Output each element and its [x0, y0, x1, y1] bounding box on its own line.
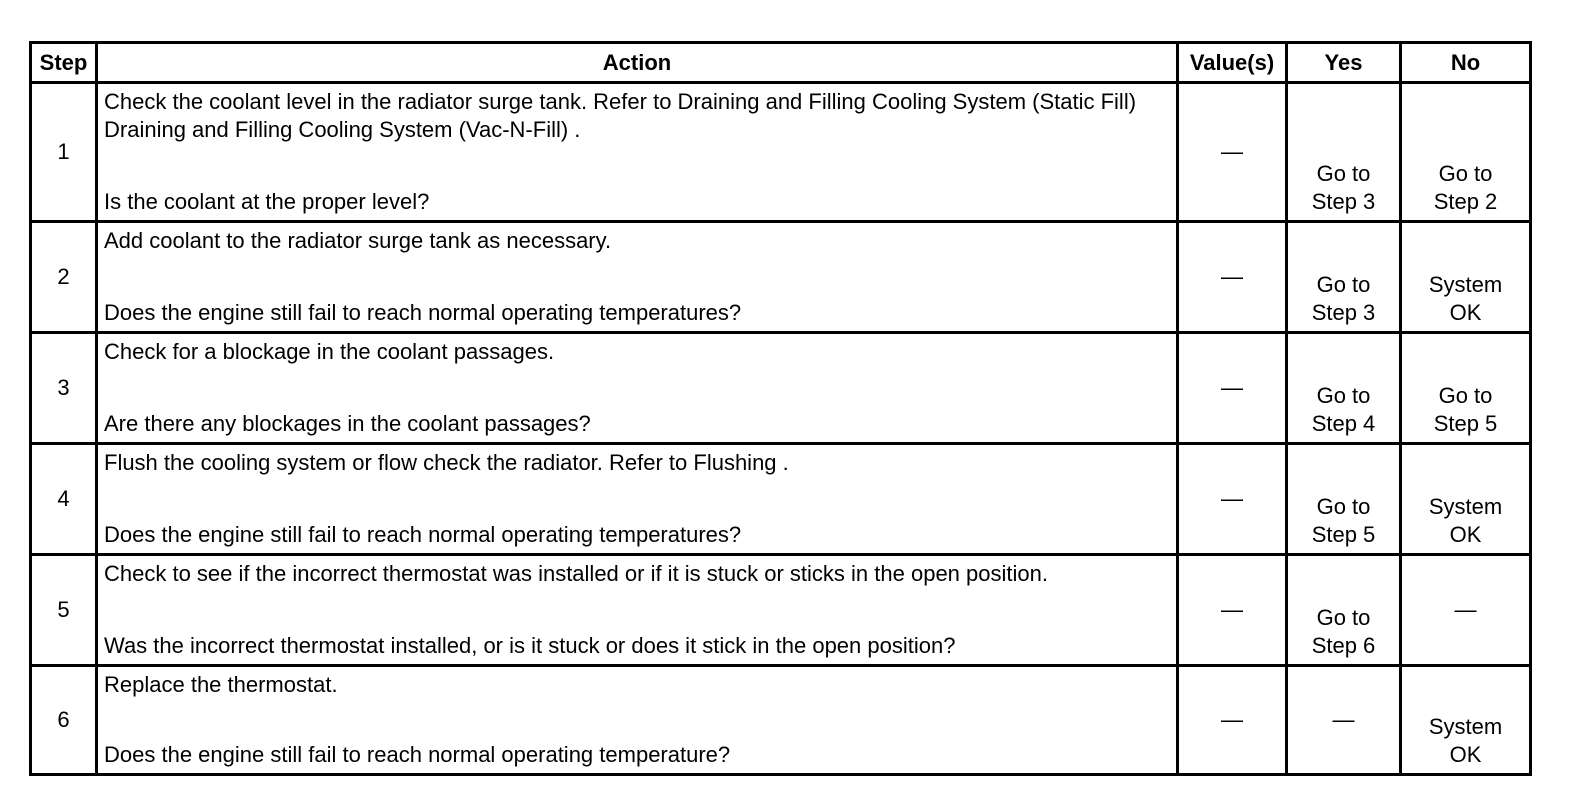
action-instruction: Replace the thermostat. [104, 672, 338, 697]
step-number: 5 [31, 555, 97, 666]
yes-cell [1287, 666, 1401, 775]
table-row [31, 222, 1531, 333]
action-instruction: Flush the cooling system or flow check the radiator. Refer to Flushing . [104, 450, 789, 475]
value-cell [1178, 444, 1287, 555]
no-cell [1401, 444, 1531, 555]
action-question: Are there any blockages in the coolant passages? [104, 411, 591, 436]
value-cell [1178, 555, 1287, 666]
header-step: Step [31, 43, 97, 83]
table-row [31, 333, 1531, 444]
value-cell [1178, 333, 1287, 444]
no-cell [1401, 222, 1531, 333]
no-line2: OK [1449, 742, 1482, 767]
action-instruction: Add coolant to the radiator surge tank as necessary. [104, 228, 612, 253]
yes-line2: Step 3 [1311, 189, 1376, 214]
step-number: 2 [31, 222, 97, 333]
value-cell [1178, 222, 1287, 333]
value-dash: — [1221, 707, 1243, 732]
yes-cell [1287, 83, 1401, 222]
value-cell [1178, 666, 1287, 775]
header-values: Value(s) [1178, 43, 1287, 83]
no-line1: System [1428, 714, 1503, 739]
no-dash: — [1454, 597, 1477, 622]
action-question: Was the incorrect thermostat installed, or is it stuck or does it stick in the open position? [104, 633, 956, 658]
yes-line1: Go to [1316, 161, 1371, 186]
action-cell [97, 333, 1178, 444]
header-row [31, 43, 1531, 83]
table-row [31, 555, 1531, 666]
action-instruction: Check the coolant level in the radiator surge tank. Refer to Draining and Filling Cooling System (Static Fill) Draining and Filling Cooling System (Vac-N-Fill) . [104, 89, 1137, 142]
yes-cell [1287, 444, 1401, 555]
yes-cell [1287, 222, 1401, 333]
value-cell [1178, 83, 1287, 222]
step-number: 1 [31, 83, 97, 222]
yes-line2: Step 3 [1311, 300, 1376, 325]
step-number: 3 [31, 333, 97, 444]
action-instruction: Check to see if the incorrect thermostat was installed or if it is stuck or sticks in the open position. [104, 561, 1048, 586]
action-cell [97, 222, 1178, 333]
no-line1: Go to [1438, 161, 1493, 186]
action-cell [97, 83, 1178, 222]
no-line1: Go to [1438, 383, 1493, 408]
no-line2: Step 5 [1433, 411, 1498, 436]
no-line1: System [1428, 272, 1503, 297]
no-cell [1401, 555, 1531, 666]
table-row [31, 666, 1531, 775]
diagnostic-table [29, 41, 1532, 776]
value-dash: — [1221, 597, 1243, 622]
yes-line2: Step 5 [1311, 522, 1376, 547]
header-action: Action [97, 43, 1178, 83]
no-line2: Step 2 [1433, 189, 1498, 214]
yes-line1: Go to [1316, 605, 1371, 630]
action-cell [97, 666, 1178, 775]
action-cell [97, 444, 1178, 555]
step-number: 4 [31, 444, 97, 555]
value-dash: — [1221, 139, 1243, 164]
action-question: Does the engine still fail to reach normal operating temperatures? [104, 300, 742, 325]
header-no: No [1401, 43, 1531, 83]
yes-cell [1287, 333, 1401, 444]
yes-line1: Go to [1316, 272, 1371, 297]
action-question: Is the coolant at the proper level? [104, 189, 430, 214]
no-cell [1401, 666, 1531, 775]
value-dash: — [1221, 486, 1243, 511]
yes-line2: Step 6 [1311, 633, 1376, 658]
yes-cell [1287, 555, 1401, 666]
no-cell [1401, 83, 1531, 222]
table-row [31, 83, 1531, 222]
no-line1: System [1428, 494, 1503, 519]
yes-line1: Go to [1316, 383, 1371, 408]
no-line2: OK [1449, 522, 1482, 547]
action-instruction: Check for a blockage in the coolant passages. [104, 339, 555, 364]
yes-dash: — [1332, 707, 1355, 732]
table-row [31, 444, 1531, 555]
step-number: 6 [31, 666, 97, 775]
yes-line1: Go to [1316, 494, 1371, 519]
yes-line2: Step 4 [1311, 411, 1376, 436]
header-yes: Yes [1287, 43, 1401, 83]
action-cell [97, 555, 1178, 666]
action-question: Does the engine still fail to reach normal operating temperatures? [104, 522, 742, 547]
action-question: Does the engine still fail to reach normal operating temperature? [104, 742, 731, 767]
no-line2: OK [1449, 300, 1482, 325]
value-dash: — [1221, 264, 1243, 289]
value-dash: — [1221, 375, 1243, 400]
no-cell [1401, 333, 1531, 444]
